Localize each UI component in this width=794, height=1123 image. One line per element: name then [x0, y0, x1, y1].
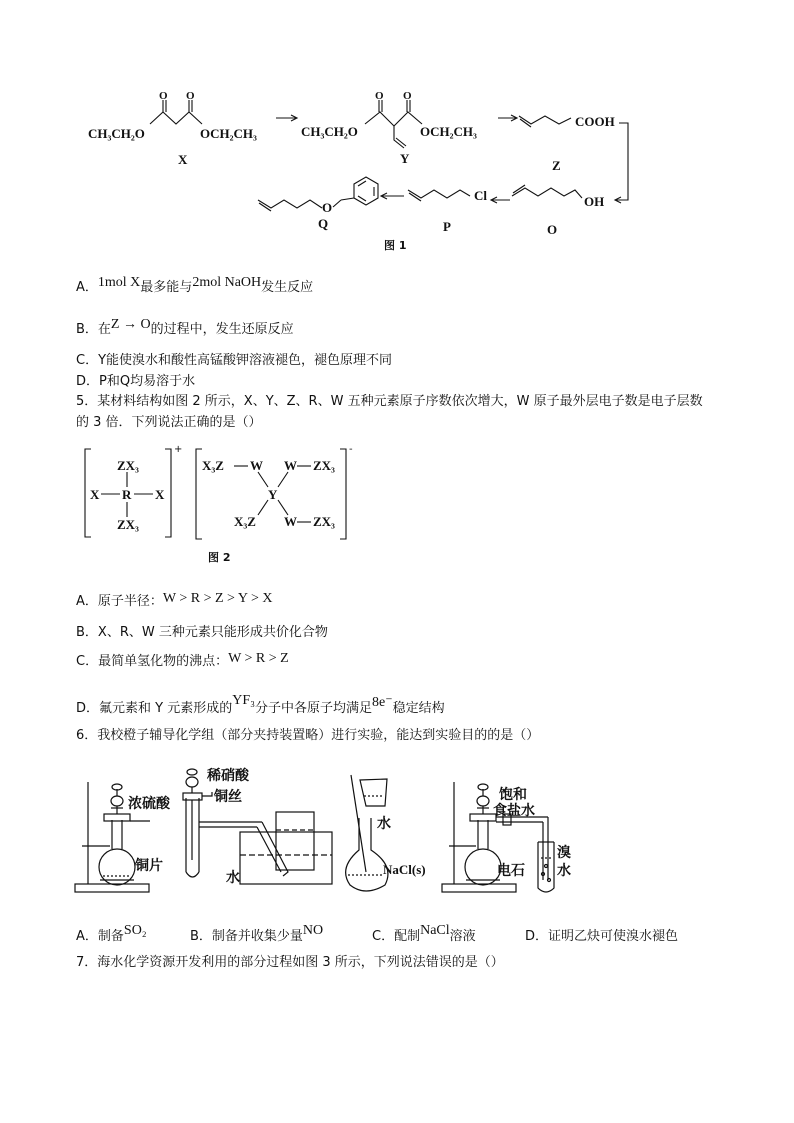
label-z: Z	[552, 158, 561, 173]
label-nacl-solid: NaCl(s)	[383, 862, 426, 877]
q6-option-d: D．证明乙炔可使溴水褪色	[525, 929, 679, 944]
cation-r: R	[122, 487, 132, 502]
y-ethoxy-right: OCH₂CH₃	[420, 124, 477, 139]
q6-option-a: A．制备SO₂	[76, 923, 147, 944]
q4-option-b: B．在Z → O的过程中，发生还原反应	[76, 317, 294, 337]
anion-w-br: W	[284, 514, 297, 529]
figure-2-caption: 图 2	[208, 551, 231, 564]
cation-x-right: X	[155, 487, 165, 502]
label-saturated: 饱和	[499, 787, 527, 803]
label-dilute-hno3: 稀硝酸	[207, 768, 249, 784]
anion-x3z-tl: X₃Z	[202, 458, 224, 473]
anion-y: Y	[268, 487, 278, 502]
x-carbonyl-o2: O	[186, 90, 195, 102]
anion-zx3-br: ZX₃	[313, 514, 335, 529]
q5-stem-line2: 的 3 倍．下列说法正确的是（）	[76, 415, 262, 430]
q7-stem: 7．海水化学资源开发利用的部分过程如图 3 所示，下列说法错误的是（）	[76, 955, 504, 970]
label-bromine-2: 水	[557, 863, 571, 879]
y-ethoxy-left: CH₃CH₂O	[301, 124, 358, 139]
anion-x3z-bl: X₃Z	[234, 514, 256, 529]
q5-stem-line1: 5．某材料结构如图 2 所示，X、Y、Z、R、W 五种元素原子序数依次增大，W 原子最外层电子数是电子层数	[76, 394, 703, 409]
label-conc-h2so4: 浓硫酸	[128, 796, 170, 812]
q4-option-d: D．P和Q均易溶于水	[76, 374, 196, 389]
q-ether-o: O	[322, 200, 333, 215]
anion-w-tr: W	[284, 458, 297, 473]
label-water-trough: 水	[226, 870, 240, 886]
q5-option-c: C．最简单氢化物的沸点：W > R > Z	[76, 651, 289, 669]
label-o: O	[547, 222, 558, 237]
label-p: P	[443, 219, 451, 234]
anion-zx3-tr: ZX₃	[313, 458, 335, 473]
q5-option-b: B．X、R、W 三种元素只能形成共价化合物	[76, 625, 328, 640]
y-carbonyl-o1: O	[375, 90, 384, 102]
label-brine: 食盐水	[493, 803, 535, 819]
x-ethoxy-right: OCH₂CH₃	[200, 126, 257, 141]
q5-option-d: D．氟元素和 Y 元素形成的YF₃分子中各原子均满足8e⁻稳定结构	[76, 693, 445, 716]
cation-zx3-top: ZX₃	[117, 458, 139, 473]
o-oh: OH	[584, 194, 605, 209]
label-calcium-carbide: 电石	[497, 863, 525, 879]
cation-charge: +	[174, 444, 183, 455]
p-cl: Cl	[474, 188, 487, 203]
q6-option-c: C．配制NaCl溶液	[372, 923, 476, 944]
anion-charge: -	[349, 444, 353, 455]
q4-option-a: A．1mol X最多能与2mol NaOH发生反应	[76, 275, 314, 295]
z-cooh: COOH	[575, 114, 615, 129]
q6-stem: 6．我校橙子辅导化学组（部分夹持装置略）进行实验，能达到实验目的的是（）	[76, 728, 540, 743]
label-cu-sheet: 铜片	[135, 858, 163, 874]
label-water-beaker: 水	[377, 816, 391, 832]
label-q: Q	[318, 216, 329, 231]
label-y: Y	[400, 151, 410, 166]
label-cu-wire: 铜丝	[214, 789, 242, 805]
cation-zx3-bottom: ZX₃	[117, 517, 139, 532]
anion-w-tl: W	[250, 458, 263, 473]
q4-option-c: C．Y能使溴水和酸性高锰酸钾溶液褪色，褪色原理不同	[76, 353, 393, 368]
label-x: X	[178, 152, 188, 167]
y-carbonyl-o2: O	[403, 90, 412, 102]
figure-1-caption: 图 1	[384, 239, 407, 252]
q5-option-a: A．原子半径：W > R > Z > Y > X	[76, 591, 273, 609]
label-bromine-1: 溴	[557, 845, 571, 861]
x-carbonyl-o1: O	[159, 90, 168, 102]
x-ethoxy-left: CH₃CH₂O	[88, 126, 145, 141]
q6-option-b: B．制备并收集少量NO	[190, 923, 324, 944]
cation-x-left: X	[90, 487, 100, 502]
